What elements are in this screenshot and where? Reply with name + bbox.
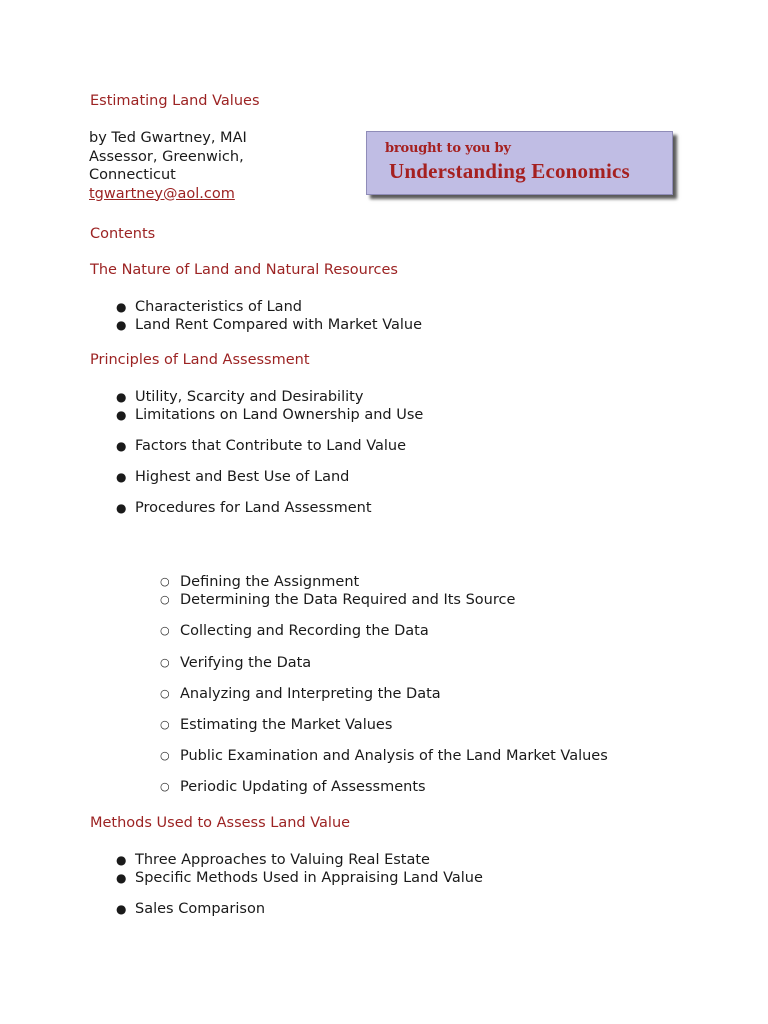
- banner-tagline: brought to you by: [385, 141, 511, 156]
- list-item[interactable]: ● Utility, Scarcity and Desirability: [116, 389, 364, 405]
- sponsor-banner[interactable]: [366, 131, 673, 195]
- list-item[interactable]: ○ Analyzing and Interpreting the Data: [160, 686, 441, 702]
- list-item[interactable]: ● Highest and Best Use of Land: [116, 469, 350, 485]
- circle-bullet-icon: ○: [160, 718, 170, 731]
- list-item[interactable]: ● Procedures for Land Assessment: [116, 500, 372, 516]
- list-item[interactable]: ● Sales Comparison: [116, 901, 266, 917]
- bullet-icon: ●: [116, 871, 127, 885]
- circle-bullet-icon: ○: [160, 575, 170, 588]
- bullet-icon: ●: [116, 439, 127, 453]
- contents-link[interactable]: Contents: [90, 226, 156, 242]
- circle-bullet-icon: ○: [160, 749, 170, 762]
- list-item[interactable]: ● Three Approaches to Valuing Real Estate: [116, 852, 430, 868]
- list-item[interactable]: ● Factors that Contribute to Land Value: [116, 438, 407, 454]
- bullet-icon: ●: [116, 470, 127, 484]
- list-item[interactable]: ○ Public Examination and Analysis of the Land Market Values: [160, 748, 608, 764]
- circle-bullet-icon: ○: [160, 656, 170, 669]
- list-item[interactable]: ● Land Rent Compared with Market Value: [116, 317, 423, 333]
- author-location: Connecticut: [89, 167, 176, 183]
- section-heading-nature[interactable]: The Nature of Land and Natural Resources: [90, 262, 398, 278]
- bullet-icon: ●: [116, 902, 127, 916]
- list-item[interactable]: ○ Periodic Updating of Assessments: [160, 779, 426, 795]
- author-name: by Ted Gwartney, MAI: [89, 130, 247, 146]
- bullet-icon: ●: [116, 408, 127, 422]
- author-block: [89, 129, 247, 203]
- list-item[interactable]: ○ Determining the Data Required and Its Source: [160, 592, 516, 608]
- section-heading-methods[interactable]: Methods Used to Assess Land Value: [90, 815, 351, 831]
- list-item[interactable]: ● Specific Methods Used in Appraising Land Value: [116, 870, 483, 886]
- list-item[interactable]: ○ Estimating the Market Values: [160, 717, 393, 733]
- circle-bullet-icon: ○: [160, 780, 170, 793]
- list-item[interactable]: ○ Verifying the Data: [160, 655, 312, 671]
- bullet-icon: ●: [116, 318, 127, 332]
- page-title: Estimating Land Values: [90, 93, 260, 109]
- author-title: Assessor, Greenwich,: [89, 148, 244, 165]
- circle-bullet-icon: ○: [160, 687, 170, 700]
- author-email-link[interactable]: tgwartney@aol.com: [89, 185, 235, 202]
- list-item[interactable]: ○ Collecting and Recording the Data: [160, 623, 429, 639]
- banner-logo-text: Understanding Economics: [389, 159, 630, 183]
- section-heading-principles[interactable]: Principles of Land Assessment: [90, 352, 310, 368]
- circle-bullet-icon: ○: [160, 593, 170, 606]
- bullet-icon: ●: [116, 300, 127, 314]
- list-item[interactable]: ● Limitations on Land Ownership and Use: [116, 407, 424, 423]
- circle-bullet-icon: ○: [160, 624, 170, 637]
- list-item[interactable]: ○ Defining the Assignment: [160, 574, 360, 590]
- bullet-icon: ●: [116, 853, 127, 867]
- list-item[interactable]: ● Characteristics of Land: [116, 299, 302, 315]
- bullet-icon: ●: [116, 501, 127, 515]
- bullet-icon: ●: [116, 390, 127, 404]
